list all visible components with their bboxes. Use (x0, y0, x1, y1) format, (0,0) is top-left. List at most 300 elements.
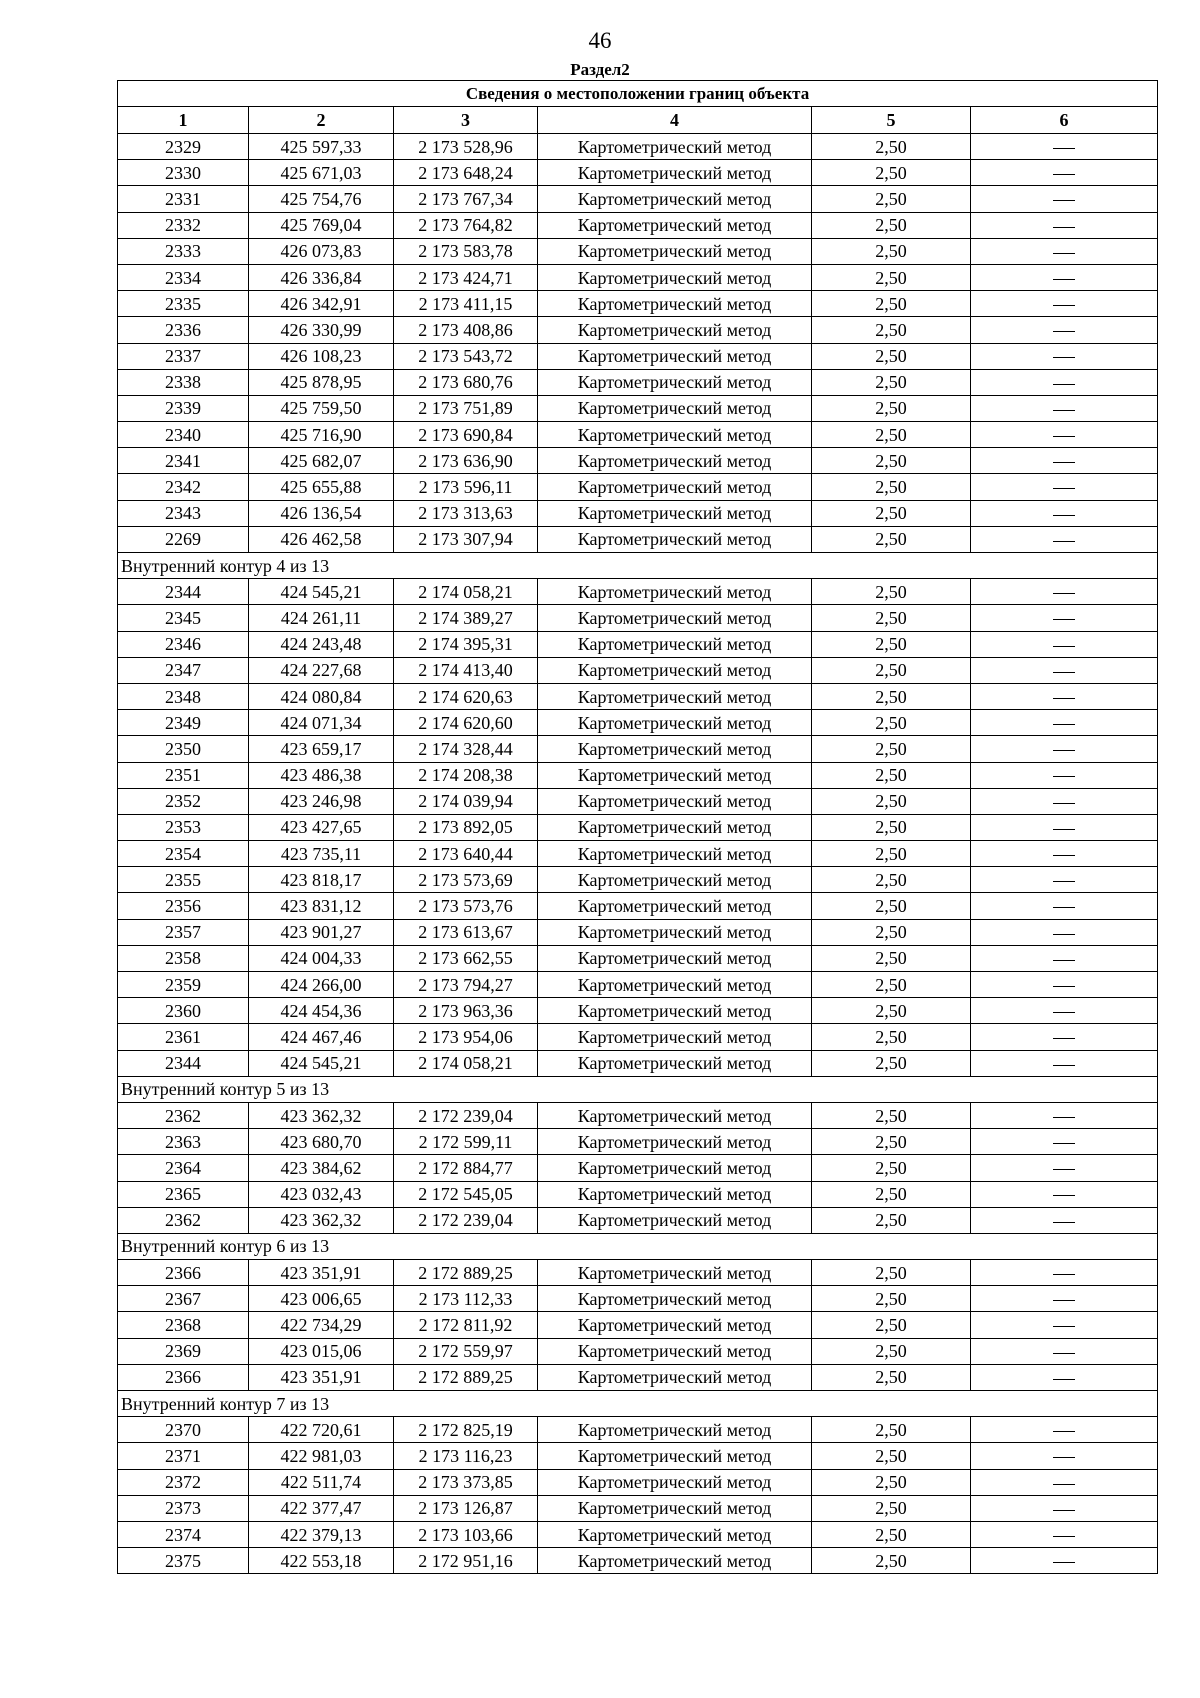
x-coordinate-cell: 425 716,90 (249, 422, 394, 448)
accuracy-cell: 2,50 (812, 500, 971, 526)
y-coordinate-cell: 2 174 413,40 (394, 657, 538, 683)
x-coordinate-cell: 424 467,46 (249, 1024, 394, 1050)
x-coordinate-cell: 424 243,48 (249, 631, 394, 657)
point-number-cell: 2331 (118, 186, 249, 212)
table-caption: Сведения о местоположении границ объекта (118, 81, 1158, 107)
table-row (118, 1338, 1158, 1364)
table-row (118, 945, 1158, 971)
method-cell: Картометрический метод (538, 788, 812, 814)
point-number-cell: 2361 (118, 1024, 249, 1050)
x-coordinate-cell: 423 362,32 (249, 1207, 394, 1233)
point-number-cell: 2339 (118, 395, 249, 421)
column-header: 4 (538, 107, 812, 134)
accuracy-cell: 2,50 (812, 238, 971, 264)
y-coordinate-cell: 2 174 058,21 (394, 579, 538, 605)
method-cell: Картометрический метод (538, 1495, 812, 1521)
table-row (118, 736, 1158, 762)
accuracy-cell: 2,50 (812, 683, 971, 709)
em-dash (1053, 750, 1075, 751)
x-coordinate-cell: 423 901,27 (249, 919, 394, 945)
y-coordinate-cell: 2 173 112,33 (394, 1286, 538, 1312)
accuracy-cell: 2,50 (812, 788, 971, 814)
method-cell: Картометрический метод (538, 710, 812, 736)
column-header: 5 (812, 107, 971, 134)
accuracy-cell: 2,50 (812, 631, 971, 657)
em-dash (1053, 1536, 1075, 1537)
accuracy-cell: 2,50 (812, 1102, 971, 1128)
method-cell: Картометрический метод (538, 317, 812, 343)
description-cell (971, 1129, 1158, 1155)
table-row (118, 395, 1158, 421)
method-cell: Картометрический метод (538, 736, 812, 762)
y-coordinate-cell: 2 173 648,24 (394, 160, 538, 186)
x-coordinate-cell: 424 071,34 (249, 710, 394, 736)
y-coordinate-cell: 2 173 573,76 (394, 893, 538, 919)
em-dash (1053, 1169, 1075, 1170)
y-coordinate-cell: 2 173 424,71 (394, 264, 538, 290)
table-row (118, 343, 1158, 369)
accuracy-cell: 2,50 (812, 186, 971, 212)
table-row (118, 788, 1158, 814)
description-cell (971, 1286, 1158, 1312)
accuracy-cell: 2,50 (812, 395, 971, 421)
table-row (118, 1155, 1158, 1181)
point-number-cell: 2349 (118, 710, 249, 736)
table-row (118, 1469, 1158, 1495)
accuracy-cell: 2,50 (812, 212, 971, 238)
y-coordinate-cell: 2 172 889,25 (394, 1260, 538, 1286)
accuracy-cell: 2,50 (812, 1548, 971, 1574)
description-cell (971, 893, 1158, 919)
em-dash (1053, 1562, 1075, 1563)
table-row (118, 710, 1158, 736)
point-number-cell: 2348 (118, 683, 249, 709)
em-dash (1053, 855, 1075, 856)
point-number-cell: 2334 (118, 264, 249, 290)
table-row (118, 814, 1158, 840)
table-row (118, 212, 1158, 238)
accuracy-cell: 2,50 (812, 893, 971, 919)
em-dash (1053, 1484, 1075, 1485)
y-coordinate-cell: 2 172 239,04 (394, 1207, 538, 1233)
y-coordinate-cell: 2 173 767,34 (394, 186, 538, 212)
y-coordinate-cell: 2 173 573,69 (394, 867, 538, 893)
y-coordinate-cell: 2 172 559,97 (394, 1338, 538, 1364)
em-dash (1053, 1143, 1075, 1144)
y-coordinate-cell: 2 173 116,23 (394, 1443, 538, 1469)
point-number-cell: 2269 (118, 526, 249, 552)
description-cell (971, 212, 1158, 238)
y-coordinate-cell: 2 173 690,84 (394, 422, 538, 448)
accuracy-cell: 2,50 (812, 841, 971, 867)
x-coordinate-cell: 423 351,91 (249, 1260, 394, 1286)
x-coordinate-cell: 426 342,91 (249, 291, 394, 317)
point-number-cell: 2347 (118, 657, 249, 683)
point-number-cell: 2351 (118, 762, 249, 788)
x-coordinate-cell: 425 769,04 (249, 212, 394, 238)
method-cell: Картометрический метод (538, 526, 812, 552)
x-coordinate-cell: 423 735,11 (249, 841, 394, 867)
accuracy-cell: 2,50 (812, 1469, 971, 1495)
accuracy-cell: 2,50 (812, 291, 971, 317)
contour-label: Внутренний контур 5 из 13 (118, 1076, 1158, 1102)
description-cell (971, 605, 1158, 631)
y-coordinate-cell: 2 173 528,96 (394, 134, 538, 160)
table-row (118, 1443, 1158, 1469)
description-cell (971, 1207, 1158, 1233)
point-number-cell: 2373 (118, 1495, 249, 1521)
x-coordinate-cell: 425 655,88 (249, 474, 394, 500)
point-number-cell: 2345 (118, 605, 249, 631)
point-number-cell: 2352 (118, 788, 249, 814)
point-number-cell: 2354 (118, 841, 249, 867)
table-row (118, 893, 1158, 919)
method-cell: Картометрический метод (538, 1286, 812, 1312)
y-coordinate-cell: 2 173 662,55 (394, 945, 538, 971)
x-coordinate-cell: 424 545,21 (249, 579, 394, 605)
description-cell (971, 1312, 1158, 1338)
y-coordinate-cell: 2 173 543,72 (394, 343, 538, 369)
description-cell (971, 657, 1158, 683)
table-row (118, 1286, 1158, 1312)
description-cell (971, 422, 1158, 448)
x-coordinate-cell: 423 680,70 (249, 1129, 394, 1155)
x-coordinate-cell: 426 136,54 (249, 500, 394, 526)
accuracy-cell: 2,50 (812, 526, 971, 552)
table-row (118, 264, 1158, 290)
description-cell (971, 1102, 1158, 1128)
point-number-cell: 2346 (118, 631, 249, 657)
description-cell (971, 683, 1158, 709)
em-dash (1053, 1379, 1075, 1380)
point-number-cell: 2353 (118, 814, 249, 840)
x-coordinate-cell: 425 759,50 (249, 395, 394, 421)
x-coordinate-cell: 422 379,13 (249, 1521, 394, 1547)
section-title: Раздел2 (570, 60, 630, 79)
point-number-cell: 2360 (118, 998, 249, 1024)
accuracy-cell: 2,50 (812, 1260, 971, 1286)
description-cell (971, 998, 1158, 1024)
description-cell (971, 841, 1158, 867)
description-cell (971, 788, 1158, 814)
x-coordinate-cell: 424 261,11 (249, 605, 394, 631)
em-dash (1053, 1300, 1075, 1301)
point-number-cell: 2344 (118, 579, 249, 605)
x-coordinate-cell: 423 486,38 (249, 762, 394, 788)
accuracy-cell: 2,50 (812, 1024, 971, 1050)
method-cell: Картометрический метод (538, 1443, 812, 1469)
em-dash (1053, 331, 1075, 332)
y-coordinate-cell: 2 173 764,82 (394, 212, 538, 238)
accuracy-cell: 2,50 (812, 710, 971, 736)
y-coordinate-cell: 2 173 596,11 (394, 474, 538, 500)
point-number-cell: 2343 (118, 500, 249, 526)
table-row (118, 683, 1158, 709)
description-cell (971, 1495, 1158, 1521)
table-row (118, 657, 1158, 683)
accuracy-cell: 2,50 (812, 605, 971, 631)
accuracy-cell: 2,50 (812, 998, 971, 1024)
method-cell: Картометрический метод (538, 1364, 812, 1390)
y-coordinate-cell: 2 172 811,92 (394, 1312, 538, 1338)
description-cell (971, 1050, 1158, 1076)
description-cell (971, 736, 1158, 762)
y-coordinate-cell: 2 172 951,16 (394, 1548, 538, 1574)
y-coordinate-cell: 2 173 313,63 (394, 500, 538, 526)
accuracy-cell: 2,50 (812, 762, 971, 788)
accuracy-cell: 2,50 (812, 972, 971, 998)
description-cell (971, 474, 1158, 500)
y-coordinate-cell: 2 172 239,04 (394, 1102, 538, 1128)
description-cell (971, 631, 1158, 657)
point-number-cell: 2333 (118, 238, 249, 264)
x-coordinate-cell: 425 597,33 (249, 134, 394, 160)
em-dash (1053, 1065, 1075, 1066)
description-cell (971, 1364, 1158, 1390)
method-cell: Картометрический метод (538, 1207, 812, 1233)
method-cell: Картометрический метод (538, 474, 812, 500)
method-cell: Картометрический метод (538, 1181, 812, 1207)
table-row (118, 1207, 1158, 1233)
accuracy-cell: 2,50 (812, 317, 971, 343)
em-dash (1053, 934, 1075, 935)
point-number-cell: 2372 (118, 1469, 249, 1495)
page-number: 46 (588, 28, 612, 53)
em-dash (1053, 227, 1075, 228)
method-cell: Картометрический метод (538, 1155, 812, 1181)
em-dash (1053, 646, 1075, 647)
description-cell (971, 500, 1158, 526)
em-dash (1053, 724, 1075, 725)
y-coordinate-cell: 2 174 395,31 (394, 631, 538, 657)
method-cell: Картометрический метод (538, 1024, 812, 1050)
point-number-cell: 2375 (118, 1548, 249, 1574)
y-coordinate-cell: 2 172 884,77 (394, 1155, 538, 1181)
point-number-cell: 2368 (118, 1312, 249, 1338)
contour-label: Внутренний контур 6 из 13 (118, 1233, 1158, 1259)
x-coordinate-cell: 423 351,91 (249, 1364, 394, 1390)
method-cell: Картометрический метод (538, 448, 812, 474)
accuracy-cell: 2,50 (812, 1364, 971, 1390)
point-number-cell: 2367 (118, 1286, 249, 1312)
method-cell: Картометрический метод (538, 893, 812, 919)
em-dash (1053, 619, 1075, 620)
accuracy-cell: 2,50 (812, 867, 971, 893)
method-cell: Картометрический метод (538, 160, 812, 186)
description-cell (971, 291, 1158, 317)
em-dash (1053, 541, 1075, 542)
em-dash (1053, 488, 1075, 489)
description-cell (971, 317, 1158, 343)
accuracy-cell: 2,50 (812, 1312, 971, 1338)
method-cell: Картометрический метод (538, 657, 812, 683)
contour-label: Внутренний контур 7 из 13 (118, 1391, 1158, 1417)
table-row (118, 605, 1158, 631)
method-cell: Картометрический метод (538, 422, 812, 448)
accuracy-cell: 2,50 (812, 160, 971, 186)
description-cell (971, 814, 1158, 840)
method-cell: Картометрический метод (538, 238, 812, 264)
accuracy-cell: 2,50 (812, 1155, 971, 1181)
em-dash (1053, 1353, 1075, 1354)
table-row (118, 1417, 1158, 1443)
method-cell: Картометрический метод (538, 1050, 812, 1076)
table-row (118, 867, 1158, 893)
y-coordinate-cell: 2 173 640,44 (394, 841, 538, 867)
point-number-cell: 2362 (118, 1207, 249, 1233)
description-cell (971, 919, 1158, 945)
em-dash (1053, 672, 1075, 673)
contour-header-row (118, 1233, 1158, 1259)
method-cell: Картометрический метод (538, 291, 812, 317)
boundary-table (117, 80, 1158, 1574)
description-cell (971, 867, 1158, 893)
point-number-cell: 2332 (118, 212, 249, 238)
contour-header-row (118, 1076, 1158, 1102)
x-coordinate-cell: 426 462,58 (249, 526, 394, 552)
point-number-cell: 2358 (118, 945, 249, 971)
table-row (118, 317, 1158, 343)
em-dash (1053, 593, 1075, 594)
accuracy-cell: 2,50 (812, 1181, 971, 1207)
x-coordinate-cell: 426 336,84 (249, 264, 394, 290)
accuracy-cell: 2,50 (812, 343, 971, 369)
em-dash (1053, 776, 1075, 777)
em-dash (1053, 1038, 1075, 1039)
method-cell: Картометрический метод (538, 369, 812, 395)
method-cell: Картометрический метод (538, 343, 812, 369)
point-number-cell: 2370 (118, 1417, 249, 1443)
point-number-cell: 2329 (118, 134, 249, 160)
method-cell: Картометрический метод (538, 605, 812, 631)
description-cell (971, 762, 1158, 788)
method-cell: Картометрический метод (538, 919, 812, 945)
table-row (118, 1548, 1158, 1574)
x-coordinate-cell: 423 015,06 (249, 1338, 394, 1364)
y-coordinate-cell: 2 172 545,05 (394, 1181, 538, 1207)
description-cell (971, 160, 1158, 186)
x-coordinate-cell: 422 981,03 (249, 1443, 394, 1469)
accuracy-cell: 2,50 (812, 736, 971, 762)
point-number-cell: 2342 (118, 474, 249, 500)
method-cell: Картометрический метод (538, 1338, 812, 1364)
table-row (118, 186, 1158, 212)
x-coordinate-cell: 424 545,21 (249, 1050, 394, 1076)
em-dash (1053, 305, 1075, 306)
table-row (118, 1050, 1158, 1076)
table-row (118, 526, 1158, 552)
y-coordinate-cell: 2 173 954,06 (394, 1024, 538, 1050)
description-cell (971, 1548, 1158, 1574)
x-coordinate-cell: 423 246,98 (249, 788, 394, 814)
method-cell: Картометрический метод (538, 134, 812, 160)
y-coordinate-cell: 2 174 039,94 (394, 788, 538, 814)
description-cell (971, 579, 1158, 605)
y-coordinate-cell: 2 173 636,90 (394, 448, 538, 474)
point-number-cell: 2350 (118, 736, 249, 762)
em-dash (1053, 200, 1075, 201)
contour-label: Внутренний контур 4 из 13 (118, 553, 1158, 579)
point-number-cell: 2336 (118, 317, 249, 343)
x-coordinate-cell: 423 659,17 (249, 736, 394, 762)
y-coordinate-cell: 2 173 963,36 (394, 998, 538, 1024)
em-dash (1053, 1457, 1075, 1458)
em-dash (1053, 698, 1075, 699)
x-coordinate-cell: 422 511,74 (249, 1469, 394, 1495)
table-row (118, 1260, 1158, 1286)
point-number-cell: 2369 (118, 1338, 249, 1364)
contour-header-row (118, 553, 1158, 579)
x-coordinate-cell: 425 754,76 (249, 186, 394, 212)
x-coordinate-cell: 426 330,99 (249, 317, 394, 343)
table-row (118, 448, 1158, 474)
table-row (118, 291, 1158, 317)
accuracy-cell: 2,50 (812, 1207, 971, 1233)
table-row (118, 238, 1158, 264)
table-row (118, 1024, 1158, 1050)
em-dash (1053, 462, 1075, 463)
description-cell (971, 343, 1158, 369)
method-cell: Картометрический метод (538, 867, 812, 893)
accuracy-cell: 2,50 (812, 1521, 971, 1547)
table-row (118, 762, 1158, 788)
table-row (118, 1181, 1158, 1207)
accuracy-cell: 2,50 (812, 1050, 971, 1076)
em-dash (1053, 515, 1075, 516)
x-coordinate-cell: 422 553,18 (249, 1548, 394, 1574)
em-dash (1053, 253, 1075, 254)
x-coordinate-cell: 425 878,95 (249, 369, 394, 395)
y-coordinate-cell: 2 174 058,21 (394, 1050, 538, 1076)
em-dash (1053, 148, 1075, 149)
point-number-cell: 2366 (118, 1260, 249, 1286)
method-cell: Картометрический метод (538, 762, 812, 788)
em-dash (1053, 986, 1075, 987)
table-row (118, 998, 1158, 1024)
method-cell: Картометрический метод (538, 1469, 812, 1495)
accuracy-cell: 2,50 (812, 814, 971, 840)
y-coordinate-cell: 2 173 751,89 (394, 395, 538, 421)
method-cell: Картометрический метод (538, 841, 812, 867)
method-cell: Картометрический метод (538, 395, 812, 421)
point-number-cell: 2365 (118, 1181, 249, 1207)
table-row (118, 631, 1158, 657)
table-row (118, 422, 1158, 448)
description-cell (971, 945, 1158, 971)
point-number-cell: 2359 (118, 972, 249, 998)
x-coordinate-cell: 423 384,62 (249, 1155, 394, 1181)
description-cell (971, 1521, 1158, 1547)
y-coordinate-cell: 2 173 307,94 (394, 526, 538, 552)
method-cell: Картометрический метод (538, 186, 812, 212)
description-cell (971, 448, 1158, 474)
point-number-cell: 2371 (118, 1443, 249, 1469)
y-coordinate-cell: 2 174 389,27 (394, 605, 538, 631)
y-coordinate-cell: 2 172 599,11 (394, 1129, 538, 1155)
table-row (118, 1312, 1158, 1338)
em-dash (1053, 1117, 1075, 1118)
description-cell (971, 1181, 1158, 1207)
em-dash (1053, 829, 1075, 830)
method-cell: Картометрический метод (538, 1260, 812, 1286)
description-cell (971, 134, 1158, 160)
point-number-cell: 2357 (118, 919, 249, 945)
x-coordinate-cell: 426 108,23 (249, 343, 394, 369)
accuracy-cell: 2,50 (812, 657, 971, 683)
description-cell (971, 1024, 1158, 1050)
em-dash (1053, 803, 1075, 804)
accuracy-cell: 2,50 (812, 422, 971, 448)
